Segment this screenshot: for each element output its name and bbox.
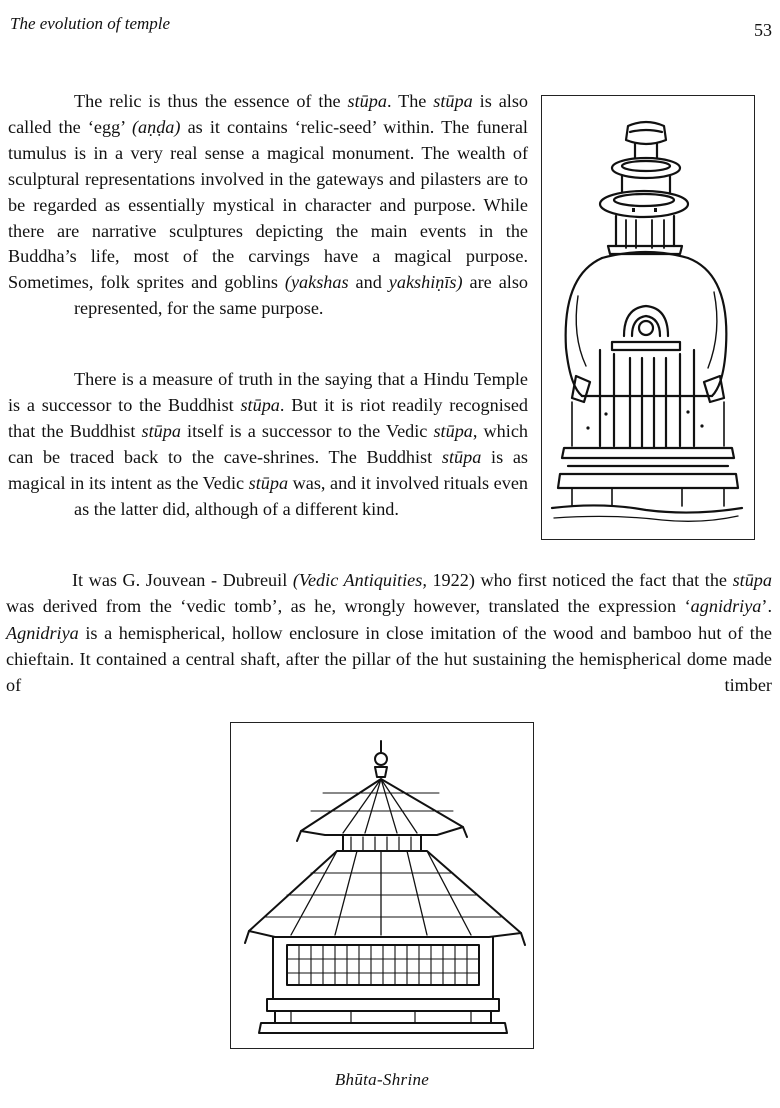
paragraph-relic-last-line: represented, for the same purpose. <box>74 298 324 319</box>
stupa-illustration <box>541 95 755 540</box>
stupa-drawing <box>542 96 754 539</box>
figure-caption: Bhūta-Shrine <box>334 1070 430 1089</box>
paragraph-hindu-temple-last-line: as the latter did, although of a different kind. <box>74 498 399 519</box>
page-number: 53 <box>754 20 772 40</box>
bhuta-shrine-drawing <box>231 723 533 1048</box>
paragraph-dubreuil: It was G. Jouvean - Dubreuil (Vedic Antiquities, 1922) who first noticed the fact that the stūpa was derived from the ‘vedic tomb’, as he, wrongly however, translated the expression ‘agnidriya’. Agnidriya is a hemispherical, hollow enclosure in close imitation of the wood and bamboo hut of the chieftain. It contained a central shaft, after the pillar of the hut sustaining the hemispherical dome made of timber <box>6 570 772 696</box>
paragraph-hindu-temple: There is a measure of truth in the saying that a Hindu Temple is a successor to the Buddhist stūpa. But it is riot readily recognised that the Buddhist stūpa itself is a successor to the Vedic stūpa, which can be traced back to the cave-shrines. The Buddhist stūpa is as magical in its intent as the Vedic stūpa was, and it involved rituals even as the latter did, although of a different kind. <box>8 367 528 522</box>
paragraph-relic: The relic is thus the essence of the stūpa. The stūpa is also called the ‘egg’ (aṇḍa) as it contains ‘relic-seed’ within. The funeral tumulus is in a very real sense a magical monument. The wealth of sculptural representations involved in the gateways and pilasters are to be regarded as essentially mystical in character and purpose. While there are narrative sculptures depicting the main events in the Buddha’s life, most of the carvings have a magical purpose. Sometimes, folk sprites and goblins (yakshas and yakshiṇīs) are also represented, for the same purpose. <box>8 89 528 322</box>
running-title: The evolution of temple <box>10 14 171 33</box>
bhuta-shrine-illustration <box>230 722 534 1049</box>
